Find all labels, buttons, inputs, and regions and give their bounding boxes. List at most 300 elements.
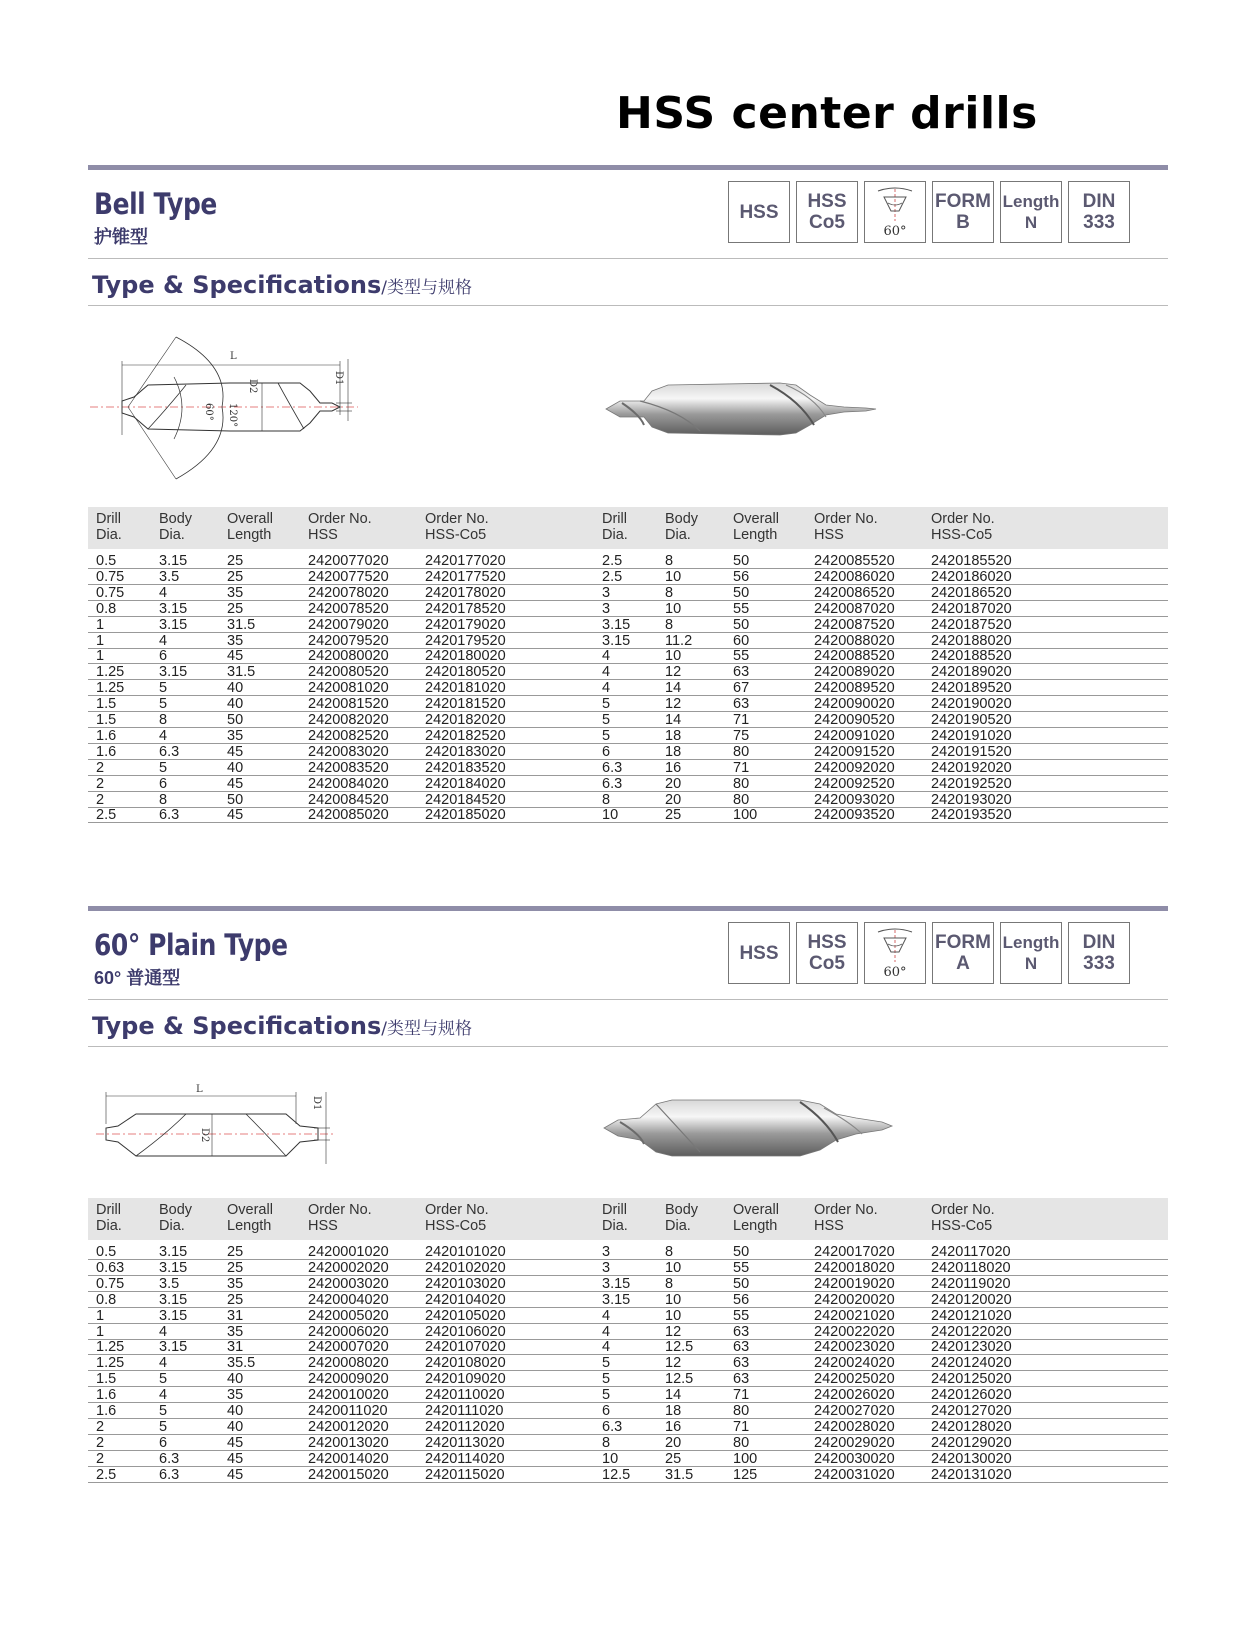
table-cell: 2420188020: [931, 632, 1012, 649]
table-row: [88, 585, 1168, 601]
column-header: Order No. HSS: [814, 1202, 878, 1234]
table-cell: 12.5: [665, 1339, 694, 1356]
column-header: Order No. HSS: [308, 511, 372, 543]
table-cell: 3.15: [159, 1307, 188, 1324]
table-cell: 35: [227, 727, 244, 744]
table-row: [88, 601, 1168, 617]
table-cell: 3.15: [602, 1291, 631, 1308]
table-cell: 3.15: [159, 600, 188, 617]
column-header: Body Dia.: [665, 1202, 699, 1234]
table-row: [88, 664, 1168, 680]
column-header: Body Dia.: [665, 511, 699, 543]
table-cell: 12: [665, 1355, 682, 1372]
table-cell: 2420104020: [425, 1291, 506, 1308]
table-cell: 2420008020: [308, 1355, 389, 1372]
badge-hss: HSS: [728, 181, 790, 243]
table-cell: 0.5: [96, 1244, 117, 1260]
table-cell: 2420111020: [425, 1403, 504, 1419]
table-cell: 63: [733, 1355, 750, 1372]
table-cell: 2420177520: [425, 568, 506, 585]
table-cell: 2420113020: [425, 1434, 505, 1451]
table-cell: 2420083520: [308, 759, 389, 776]
table-cell: 2420187020: [931, 600, 1012, 617]
badge-din: DIN 333: [1068, 922, 1130, 984]
table-cell: 3.15: [159, 1291, 188, 1308]
table-cell: 3.15: [159, 1244, 188, 1260]
table-cell: 1.25: [96, 680, 125, 697]
table-cell: 2420030020: [814, 1450, 895, 1467]
rule: [88, 999, 1168, 1000]
table-cell: 2420121020: [931, 1307, 1012, 1324]
table-cell: 5: [159, 1371, 168, 1388]
table-cell: 0.8: [96, 1291, 117, 1308]
section-title: 60° Plain Type: [94, 928, 288, 962]
svg-text:D1: D1: [333, 371, 344, 386]
table-cell: 2420185020: [425, 807, 506, 824]
table-cell: 14: [665, 712, 682, 728]
table-row: [88, 1467, 1168, 1483]
column-header: Overall Length: [227, 1202, 273, 1234]
table-cell: 50: [227, 791, 244, 808]
table-cell: 2420183520: [425, 759, 506, 776]
table-row: [88, 553, 1168, 569]
table-cell: 1.6: [96, 1403, 117, 1419]
table-cell: 2420179020: [425, 616, 506, 633]
table-cell: 1.6: [96, 727, 117, 744]
table-cell: 2420122020: [931, 1323, 1012, 1340]
table-cell: 35: [227, 1387, 244, 1404]
table-cell: 6: [602, 1403, 611, 1419]
table-cell: 2420085020: [308, 807, 389, 824]
table-cell: 2420120020: [931, 1291, 1012, 1308]
table-cell: 2420190520: [931, 712, 1012, 728]
table-cell: 2: [96, 791, 105, 808]
column-header: Drill Dia.: [96, 1202, 122, 1234]
table-cell: 2420189520: [931, 680, 1012, 697]
table-cell: 2420131020: [931, 1466, 1012, 1483]
table-cell: 2420117020: [931, 1244, 1011, 1260]
table-cell: 5: [602, 696, 611, 713]
rule: [88, 258, 1168, 259]
table-cell: 40: [227, 1371, 244, 1388]
spec-badges: [728, 922, 1168, 988]
table-cell: 71: [733, 759, 750, 776]
table-cell: 12: [665, 664, 682, 681]
table-cell: 25: [227, 568, 244, 585]
table-cell: 25: [227, 1244, 244, 1260]
table-cell: 16: [665, 1418, 682, 1435]
column-header: Drill Dia.: [602, 511, 628, 543]
table-cell: 2420192520: [931, 775, 1012, 792]
table-cell: 2420082020: [308, 712, 389, 728]
table-cell: 1.5: [96, 696, 117, 713]
table-cell: 45: [227, 807, 244, 824]
table-cell: 2420187520: [931, 616, 1012, 633]
table-cell: 100: [733, 1450, 758, 1467]
table-cell: 2420112020: [425, 1418, 505, 1435]
svg-text:60°: 60°: [203, 403, 214, 421]
table-cell: 8: [159, 791, 168, 808]
table-cell: 2.5: [96, 1466, 117, 1483]
spec-heading: Type & Specifications/类型与规格: [92, 1012, 472, 1040]
section-divider: [88, 165, 1168, 170]
svg-text:D2: D2: [247, 379, 258, 394]
table-cell: 2420023020: [814, 1339, 895, 1356]
table-cell: 2420025020: [814, 1371, 895, 1388]
table-cell: 63: [733, 696, 750, 713]
table-cell: 2420102020: [425, 1259, 506, 1276]
table-cell: 2420182520: [425, 727, 506, 744]
table-cell: 18: [665, 1403, 682, 1419]
table-cell: 2420183020: [425, 743, 506, 760]
table-cell: 2420078520: [308, 600, 389, 617]
badge-point-angle: 60°: [864, 922, 926, 984]
table-cell: 5: [602, 727, 611, 744]
table-cell: 2420014020: [308, 1450, 389, 1467]
table-cell: 2420181520: [425, 696, 506, 713]
table-cell: 8: [602, 791, 611, 808]
svg-text:D2: D2: [199, 1128, 210, 1143]
table-cell: 5: [159, 696, 168, 713]
table-cell: 2420184020: [425, 775, 506, 792]
table-cell: 6: [602, 743, 611, 760]
table-cell: 2420087020: [814, 600, 895, 617]
table-cell: 80: [733, 743, 750, 760]
table-cell: 2420077020: [308, 553, 389, 569]
table-cell: 45: [227, 648, 244, 665]
table-cell: 56: [733, 1291, 750, 1308]
table-cell: 6: [159, 1434, 168, 1451]
bell-type-section: [88, 165, 1168, 855]
table-cell: 11.2: [665, 632, 693, 649]
table-cell: 0.75: [96, 1275, 125, 1292]
table-cell: 2420110020: [425, 1387, 505, 1404]
table-cell: 20: [665, 791, 682, 808]
table-row: [88, 1435, 1168, 1451]
table-cell: 1.5: [96, 712, 117, 728]
table-cell: 10: [602, 1450, 619, 1467]
table-cell: 2420089020: [814, 664, 895, 681]
table-cell: 12.5: [665, 1371, 694, 1388]
table-cell: 45: [227, 1466, 244, 1483]
table-cell: 31.5: [665, 1466, 694, 1483]
table-cell: 2420024020: [814, 1355, 895, 1372]
table-cell: 25: [227, 600, 244, 617]
table-cell: 31: [227, 1339, 244, 1356]
table-cell: 1: [96, 616, 105, 633]
table-cell: 4: [602, 680, 611, 697]
column-header: Body Dia.: [159, 1202, 193, 1234]
table-row: [88, 1276, 1168, 1292]
table-cell: 12.5: [602, 1466, 631, 1483]
table-cell: 25: [227, 1259, 244, 1276]
table-row: [88, 744, 1168, 760]
table-cell: 2420007020: [308, 1339, 389, 1356]
table-cell: 25: [665, 1450, 682, 1467]
table-cell: 2420123020: [931, 1339, 1012, 1356]
table-cell: 2420006020: [308, 1323, 389, 1340]
table-cell: 2420130020: [931, 1450, 1012, 1467]
table-cell: 2420189020: [931, 664, 1012, 681]
table-cell: 3: [602, 600, 611, 617]
table-row: [88, 792, 1168, 808]
table-cell: 71: [733, 1418, 750, 1435]
table-cell: 2420114020: [425, 1450, 505, 1467]
column-header: Overall Length: [733, 511, 779, 543]
spec-heading: Type & Specifications/类型与规格: [92, 271, 472, 299]
table-cell: 6.3: [159, 1466, 180, 1483]
table-cell: 2420028020: [814, 1418, 895, 1435]
table-cell: 80: [733, 791, 750, 808]
table-cell: 8: [665, 1275, 674, 1292]
svg-text:L: L: [196, 1084, 203, 1095]
table-cell: 2420027020: [814, 1403, 895, 1419]
page-title: HSS center drills: [616, 88, 1038, 139]
table-cell: 75: [733, 727, 750, 744]
table-cell: 1: [96, 648, 105, 665]
table-cell: 3.15: [159, 616, 188, 633]
table-cell: 2420090020: [814, 696, 895, 713]
drill-point-angle-icon: [870, 187, 920, 225]
table-cell: 1.25: [96, 664, 125, 681]
table-row: [88, 648, 1168, 664]
table-cell: 35: [227, 632, 244, 649]
table-cell: 2420178020: [425, 584, 506, 601]
table-cell: 4: [159, 584, 168, 601]
badge-hss-co5: HSS Co5: [796, 922, 858, 984]
table-cell: 80: [733, 1434, 750, 1451]
table-cell: 100: [733, 807, 758, 824]
badge-point-angle: 60°: [864, 181, 926, 243]
table-cell: 2420002020: [308, 1259, 389, 1276]
table-cell: 12: [665, 696, 682, 713]
table-cell: 31.5: [227, 664, 256, 681]
table-cell: 8: [665, 584, 674, 601]
table-cell: 2420193020: [931, 791, 1012, 808]
table-cell: 4: [602, 664, 611, 681]
table-cell: 10: [665, 1291, 682, 1308]
table-cell: 2420079520: [308, 632, 389, 649]
table-cell: 5: [602, 712, 611, 728]
table-cell: 2420124020: [931, 1355, 1012, 1372]
table-cell: 20: [665, 775, 682, 792]
table-cell: 80: [733, 775, 750, 792]
table-cell: 55: [733, 1259, 750, 1276]
table-row: [88, 1355, 1168, 1371]
table-cell: 45: [227, 1450, 244, 1467]
table-cell: 3.5: [159, 568, 180, 585]
table-cell: 10: [665, 1307, 682, 1324]
rule: [88, 305, 1168, 306]
table-row: [88, 633, 1168, 649]
table-cell: 35: [227, 1323, 244, 1340]
bell-type-technical-drawing: [90, 335, 360, 485]
table-cell: 20: [665, 1434, 682, 1451]
table-cell: 1: [96, 1323, 105, 1340]
table-cell: 18: [665, 743, 682, 760]
table-cell: 2420119020: [931, 1275, 1011, 1292]
table-cell: 10: [665, 568, 682, 585]
table-cell: 2420082520: [308, 727, 389, 744]
table-row: [88, 1387, 1168, 1403]
table-cell: 35.5: [227, 1355, 256, 1372]
table-cell: 4: [602, 648, 611, 665]
table-cell: 2.5: [96, 807, 117, 824]
table-cell: 50: [733, 553, 750, 569]
table-cell: 14: [665, 1387, 682, 1404]
table-cell: 31: [227, 1307, 244, 1324]
table-cell: 25: [665, 807, 682, 824]
table-cell: 2420093520: [814, 807, 895, 824]
table-cell: 67: [733, 680, 750, 697]
table-cell: 45: [227, 743, 244, 760]
table-cell: 2420080020: [308, 648, 389, 665]
column-header: Order No. HSS: [814, 511, 878, 543]
table-cell: 71: [733, 712, 750, 728]
table-cell: 2420118020: [931, 1259, 1011, 1276]
table-cell: 2420188520: [931, 648, 1012, 665]
svg-text:120°: 120°: [227, 403, 238, 428]
table-cell: 2420185520: [931, 553, 1012, 569]
table-cell: 2420077520: [308, 568, 389, 585]
table-row: [88, 776, 1168, 792]
table-cell: 6: [159, 648, 168, 665]
table-cell: 2420178520: [425, 600, 506, 617]
table-cell: 2420088020: [814, 632, 895, 649]
column-header: Drill Dia.: [602, 1202, 628, 1234]
table-cell: 10: [665, 1259, 682, 1276]
table-row: [88, 807, 1168, 823]
table-row: [88, 1260, 1168, 1276]
column-header: Order No. HSS-Co5: [931, 511, 995, 543]
table-cell: 2420010020: [308, 1387, 389, 1404]
table-cell: 25: [227, 553, 244, 569]
table-row: [88, 760, 1168, 776]
table-cell: 4: [159, 1387, 168, 1404]
table-cell: 5: [602, 1355, 611, 1372]
bell-type-drill-photo: [600, 371, 890, 443]
table-cell: 125: [733, 1466, 758, 1483]
column-header: Order No. HSS: [308, 1202, 372, 1234]
table-cell: 2420089520: [814, 680, 895, 697]
table-cell: 5: [159, 759, 168, 776]
table-cell: 60: [733, 632, 750, 649]
table-cell: 1.25: [96, 1339, 125, 1356]
table-cell: 6.3: [159, 807, 180, 824]
table-cell: 1.6: [96, 743, 117, 760]
table-cell: 4: [602, 1323, 611, 1340]
section-subtitle: 60° 普通型: [94, 968, 181, 988]
table-cell: 2420092520: [814, 775, 895, 792]
column-header: Order No. HSS-Co5: [425, 1202, 489, 1234]
table-cell: 2420115020: [425, 1466, 505, 1483]
table-cell: 2420078020: [308, 584, 389, 601]
table-cell: 8: [159, 712, 168, 728]
badge-length: Length N: [1000, 922, 1062, 984]
table-cell: 25: [227, 1291, 244, 1308]
table-cell: 2420108020: [425, 1355, 506, 1372]
table-cell: 16: [665, 759, 682, 776]
table-cell: 4: [159, 632, 168, 649]
table-cell: 2420005020: [308, 1307, 389, 1324]
table-cell: 2420017020: [814, 1244, 895, 1260]
table-cell: 50: [733, 1244, 750, 1260]
table-cell: 63: [733, 664, 750, 681]
table-cell: 31.5: [227, 616, 256, 633]
table-cell: 1.25: [96, 1355, 125, 1372]
table-cell: 2420126020: [931, 1387, 1012, 1404]
table-cell: 2420128020: [931, 1418, 1012, 1435]
table-cell: 2420004020: [308, 1291, 389, 1308]
table-cell: 2.5: [602, 568, 623, 585]
table-cell: 3.15: [602, 1275, 631, 1292]
table-cell: 3: [602, 1259, 611, 1276]
table-cell: 5: [159, 1418, 168, 1435]
plain-type-technical-drawing: [96, 1084, 336, 1164]
table-cell: 5: [159, 1403, 168, 1419]
table-cell: 5: [602, 1371, 611, 1388]
table-cell: 2420029020: [814, 1434, 895, 1451]
table-cell: 3.15: [602, 616, 631, 633]
table-cell: 2420086520: [814, 584, 895, 601]
table-cell: 2420088520: [814, 648, 895, 665]
table-cell: 2420109020: [425, 1371, 506, 1388]
table-row: [88, 696, 1168, 712]
table-cell: 2: [96, 759, 105, 776]
badge-din: DIN 333: [1068, 181, 1130, 243]
table-cell: 2420022020: [814, 1323, 895, 1340]
table-cell: 3: [602, 584, 611, 601]
table-cell: 2420092020: [814, 759, 895, 776]
table-cell: 2420125020: [931, 1371, 1012, 1388]
table-cell: 63: [733, 1323, 750, 1340]
table-cell: 2: [96, 1450, 105, 1467]
column-header: Overall Length: [733, 1202, 779, 1234]
table-row: [88, 569, 1168, 585]
table-cell: 2420086020: [814, 568, 895, 585]
table-cell: 0.75: [96, 584, 125, 601]
table-cell: 2420101020: [425, 1244, 506, 1260]
column-header: Drill Dia.: [96, 511, 122, 543]
column-header: Overall Length: [227, 511, 273, 543]
table-cell: 2420031020: [814, 1466, 895, 1483]
table-cell: 2.5: [602, 553, 623, 569]
table-cell: 8: [602, 1434, 611, 1451]
table-cell: 3.5: [159, 1275, 180, 1292]
table-cell: 6.3: [602, 759, 623, 776]
table-cell: 2: [96, 775, 105, 792]
table-cell: 0.8: [96, 600, 117, 617]
table-cell: 2420186020: [931, 568, 1012, 585]
badge-hss-co5: HSS Co5: [796, 181, 858, 243]
plain-type-section: [88, 906, 1168, 1596]
table-cell: 2420106020: [425, 1323, 506, 1340]
table-row: [88, 1403, 1168, 1419]
table-cell: 56: [733, 568, 750, 585]
table-cell: 10: [602, 807, 619, 824]
table-cell: 63: [733, 1339, 750, 1356]
table-cell: 2420081020: [308, 680, 389, 697]
svg-text:L: L: [230, 351, 237, 362]
table-cell: 2420085520: [814, 553, 895, 569]
table-cell: 2420083020: [308, 743, 389, 760]
table-header: [88, 1198, 1168, 1240]
badge-length: Length N: [1000, 181, 1062, 243]
table-cell: 0.5: [96, 553, 117, 569]
table-cell: 3.15: [159, 1259, 188, 1276]
table-cell: 2420084520: [308, 791, 389, 808]
table-row: [88, 1324, 1168, 1340]
